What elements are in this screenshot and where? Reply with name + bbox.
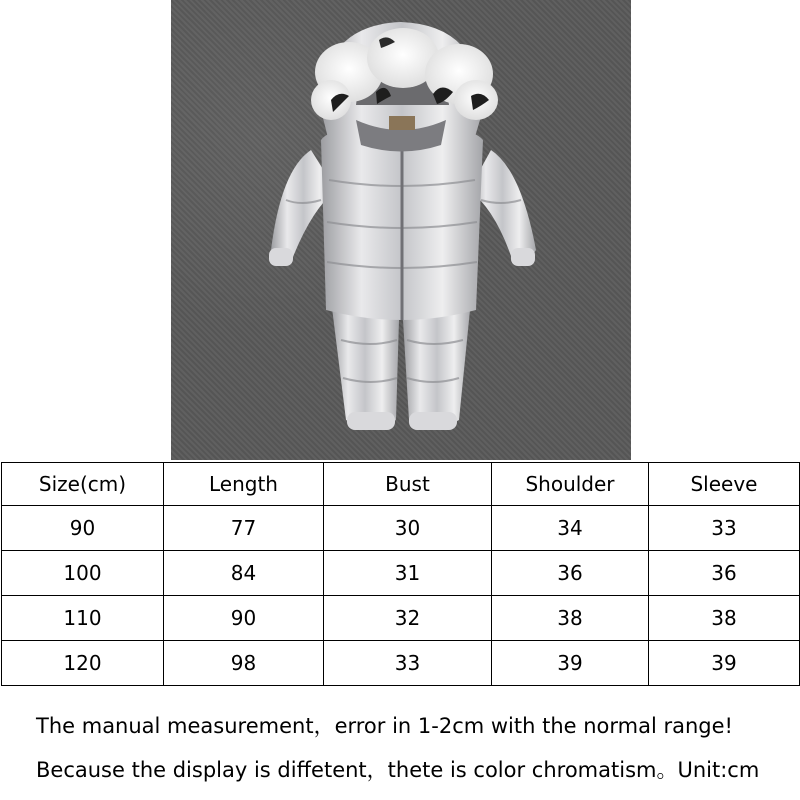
table-cell: 110 <box>2 596 164 641</box>
table-cell: 100 <box>2 551 164 596</box>
table-cell: 120 <box>2 641 164 686</box>
table-cell: 90 <box>2 506 164 551</box>
table-cell: 84 <box>164 551 324 596</box>
color-note: Because the display is diffetent，thete is color chromatism。Unit:cm <box>36 758 760 782</box>
header-cell: Bust <box>324 463 492 506</box>
table-cell: 33 <box>649 506 800 551</box>
table-row <box>2 551 800 596</box>
table-cell: 31 <box>324 551 492 596</box>
table-cell: 77 <box>164 506 324 551</box>
table-cell: 39 <box>492 641 649 686</box>
size-table <box>1 462 800 686</box>
table-cell: 38 <box>649 596 800 641</box>
header-cell: Shoulder <box>492 463 649 506</box>
table-header-row <box>2 463 800 506</box>
header-cell: Sleeve <box>649 463 800 506</box>
table-row <box>2 641 800 686</box>
table-row <box>2 506 800 551</box>
table-cell: 30 <box>324 506 492 551</box>
table-cell: 90 <box>164 596 324 641</box>
table-cell: 98 <box>164 641 324 686</box>
table-cell: 33 <box>324 641 492 686</box>
table-cell: 39 <box>649 641 800 686</box>
table-cell: 38 <box>492 596 649 641</box>
header-cell: Length <box>164 463 324 506</box>
measurement-note: The manual measurement，error in 1-2cm with the normal range! <box>36 714 733 738</box>
table-cell: 32 <box>324 596 492 641</box>
table-cell: 34 <box>492 506 649 551</box>
table-cell: 36 <box>649 551 800 596</box>
snowsuit-illustration <box>171 0 631 460</box>
header-cell: Size(cm) <box>2 463 164 506</box>
product-photo <box>171 0 631 460</box>
table-row <box>2 596 800 641</box>
table-cell: 36 <box>492 551 649 596</box>
